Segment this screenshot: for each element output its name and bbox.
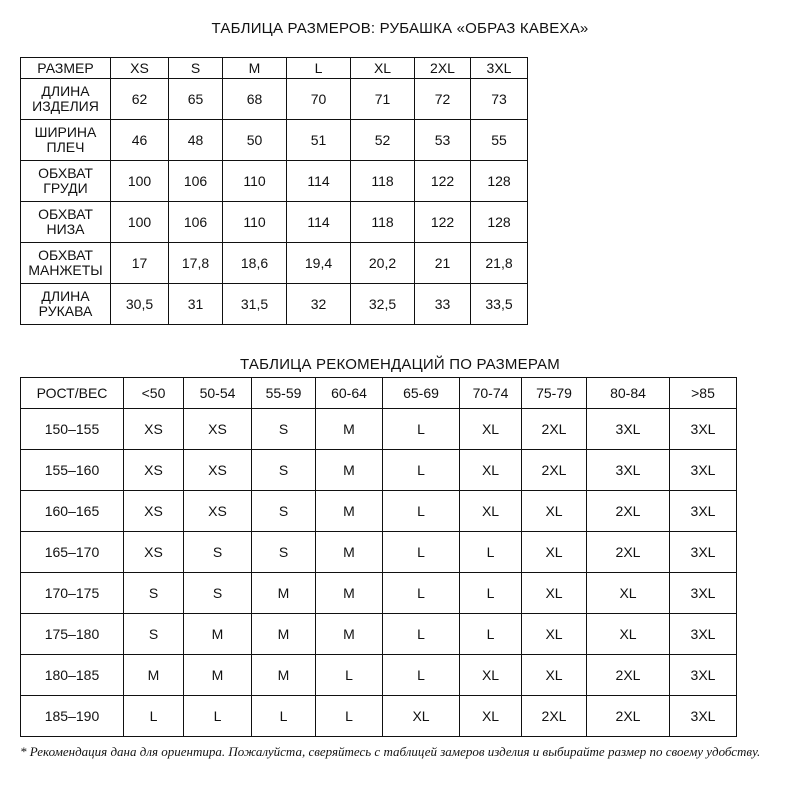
recommendation-chart-cell: XS [124,491,184,532]
recommendation-chart-table [20,377,737,737]
recommendation-chart-cell: L [383,614,460,655]
size-chart-row [21,120,528,161]
size-chart-cell: 122 [415,202,471,243]
size-chart-cell: 114 [287,202,351,243]
recommendation-chart-row [21,450,737,491]
recommendation-chart-cell: XS [184,409,252,450]
size-chart-cell: 62 [111,79,169,120]
recommendation-chart-cell: S [124,573,184,614]
recommendation-chart-cell: 2XL [587,532,670,573]
recommendation-chart-cell: XS [124,532,184,573]
recommendation-chart-cell: L [383,491,460,532]
recommendation-chart-cell: S [252,491,316,532]
size-chart-header-cell: L [287,58,351,79]
recommendation-chart-cell: M [316,409,383,450]
size-chart-cell: 128 [471,161,528,202]
recommendation-chart-cell: 3XL [670,409,737,450]
footnote: * Рекомендация дана для ориентира. Пожалуйста, сверяйтесь с таблицей замеров изделия и выбирайте размер по своему удобству. [20,744,761,759]
size-chart-cell: 21,8 [471,243,528,284]
recommendation-chart-row-label: 170–175 [21,573,124,614]
size-chart-cell: 33 [415,284,471,325]
size-chart-cell: 48 [169,120,223,161]
recommendation-chart-cell: L [460,573,522,614]
recommendation-chart-cell: XL [522,532,587,573]
recommendation-chart-cell: 3XL [670,573,737,614]
size-chart-cell: 106 [169,161,223,202]
size-chart-cell: 100 [111,202,169,243]
recommendation-chart-header-cell: 70-74 [460,378,522,409]
size-chart-cell: 50 [223,120,287,161]
recommendation-chart-row [21,491,737,532]
recommendation-chart-cell: 2XL [587,655,670,696]
recommendation-chart-row [21,573,737,614]
size-chart-row-label: ОБХВАТ НИЗА [21,202,111,243]
size-chart-header-cell: РАЗМЕР [21,58,111,79]
size-chart-header-cell: M [223,58,287,79]
size-chart-cell: 31 [169,284,223,325]
size-chart-cell: 128 [471,202,528,243]
recommendation-chart-cell: 3XL [587,450,670,491]
size-chart-cell: 65 [169,79,223,120]
recommendation-chart-row [21,409,737,450]
recommendation-chart-header-cell: 65-69 [383,378,460,409]
recommendation-chart-cell: M [316,450,383,491]
recommendation-chart-cell: 3XL [670,532,737,573]
size-chart-row-label: ОБХВАТ ГРУДИ [21,161,111,202]
recommendation-chart-cell: M [316,614,383,655]
recommendation-chart-cell: L [184,696,252,737]
size-chart-cell: 68 [223,79,287,120]
recommendation-chart-cell: XL [460,696,522,737]
size-chart-cell: 73 [471,79,528,120]
recommendation-chart-cell: S [252,450,316,491]
recommendation-chart-row [21,614,737,655]
recommendation-chart-cell: L [460,614,522,655]
size-chart-row [21,284,528,325]
recommendation-chart-cell: M [316,573,383,614]
recommendation-chart-header-cell: 55-59 [252,378,316,409]
recommendation-chart-row-label: 160–165 [21,491,124,532]
size-chart-cell: 106 [169,202,223,243]
recommendation-chart-cell: XL [587,573,670,614]
recommendation-chart-cell: 3XL [670,450,737,491]
recommendation-chart-row-label: 185–190 [21,696,124,737]
recommendation-chart-cell: 2XL [587,696,670,737]
size-chart-cell: 32 [287,284,351,325]
recommendation-chart-cell: L [460,532,522,573]
size-chart-header-row [21,58,528,79]
size-chart-table [20,57,528,325]
recommendation-chart-cell: XS [124,409,184,450]
recommendation-chart-cell: XL [383,696,460,737]
recommendation-chart-cell: L [383,532,460,573]
size-chart-cell: 118 [351,161,415,202]
recommendation-chart-cell: M [184,655,252,696]
recommendation-chart-cell: XL [460,450,522,491]
size-chart-row-label: ШИРИНА ПЛЕЧ [21,120,111,161]
size-chart-cell: 114 [287,161,351,202]
recommendation-chart-header-cell: <50 [124,378,184,409]
size-chart-row-label: ДЛИНА РУКАВА [21,284,111,325]
recommendation-chart-header-cell: РОСТ/ВЕС [21,378,124,409]
recommendation-chart-cell: L [124,696,184,737]
recommendation-chart-cell: XS [184,491,252,532]
size-chart-cell: 33,5 [471,284,528,325]
size-chart-cell: 122 [415,161,471,202]
recommendation-chart-cell: 3XL [670,614,737,655]
size-chart-cell: 21 [415,243,471,284]
size-chart-header-cell: 2XL [415,58,471,79]
size-chart-cell: 30,5 [111,284,169,325]
recommendation-chart-cell: 3XL [670,491,737,532]
recommendation-chart-header-cell: 80-84 [587,378,670,409]
recommendation-chart-row-label: 165–170 [21,532,124,573]
recommendation-chart-row-label: 155–160 [21,450,124,491]
size-chart-header-cell: S [169,58,223,79]
recommendation-chart-cell: M [252,573,316,614]
recommendation-chart-cell: 2XL [522,409,587,450]
size-chart-cell: 70 [287,79,351,120]
size-chart-cell: 31,5 [223,284,287,325]
size-chart-header-cell: XL [351,58,415,79]
recommendation-chart-row [21,532,737,573]
recommendation-chart-cell: 2XL [522,696,587,737]
recommendation-chart-title: ТАБЛИЦА РЕКОМЕНДАЦИЙ ПО РАЗМЕРАМ [240,356,560,373]
size-chart-cell: 19,4 [287,243,351,284]
recommendation-chart-row [21,655,737,696]
size-chart-title: ТАБЛИЦА РАЗМЕРОВ: РУБАШКА «ОБРАЗ КАВЕХА» [211,20,589,37]
size-chart-cell: 100 [111,161,169,202]
recommendation-chart-cell: M [252,614,316,655]
recommendation-chart-cell: XL [460,655,522,696]
recommendation-chart-cell: XL [587,614,670,655]
size-chart-cell: 32,5 [351,284,415,325]
size-chart-cell: 52 [351,120,415,161]
recommendation-chart-header-row [21,378,737,409]
size-chart-cell: 46 [111,120,169,161]
recommendation-chart-cell: S [184,532,252,573]
recommendation-chart-header-cell: 50-54 [184,378,252,409]
recommendation-chart-cell: L [383,450,460,491]
size-chart-row [21,161,528,202]
recommendation-chart-cell: 3XL [587,409,670,450]
recommendation-chart-cell: 3XL [670,655,737,696]
size-chart-row [21,202,528,243]
recommendation-chart-cell: 2XL [587,491,670,532]
recommendation-chart-cell: M [252,655,316,696]
size-chart-header-cell: 3XL [471,58,528,79]
recommendation-chart-cell: L [383,655,460,696]
size-chart-cell: 110 [223,161,287,202]
recommendation-chart-cell: L [316,655,383,696]
size-chart-row-label: ОБХВАТ МАНЖЕТЫ [21,243,111,284]
recommendation-chart-cell: M [316,491,383,532]
recommendation-chart-cell: L [252,696,316,737]
recommendation-chart-cell: S [124,614,184,655]
size-chart-cell: 71 [351,79,415,120]
size-chart-cell: 72 [415,79,471,120]
recommendation-chart-row-label: 175–180 [21,614,124,655]
size-chart-cell: 51 [287,120,351,161]
recommendation-chart-cell: XL [522,573,587,614]
recommendation-chart-header-cell: 60-64 [316,378,383,409]
recommendation-chart-cell: XS [124,450,184,491]
size-chart-cell: 53 [415,120,471,161]
size-chart-cell: 18,6 [223,243,287,284]
recommendation-chart-cell: XL [522,655,587,696]
recommendation-chart-cell: XS [184,450,252,491]
recommendation-chart-cell: XL [522,491,587,532]
recommendation-chart-cell: L [383,409,460,450]
recommendation-chart-cell: 2XL [522,450,587,491]
recommendation-chart-header-cell: >85 [670,378,737,409]
recommendation-chart-cell: 3XL [670,696,737,737]
size-chart-cell: 110 [223,202,287,243]
recommendation-chart-header-cell: 75-79 [522,378,587,409]
recommendation-chart-cell: M [124,655,184,696]
size-chart-header-cell: XS [111,58,169,79]
size-chart-cell: 20,2 [351,243,415,284]
recommendation-chart-cell: XL [460,491,522,532]
recommendation-chart-row-label: 150–155 [21,409,124,450]
recommendation-chart-cell: M [184,614,252,655]
recommendation-chart-cell: M [316,532,383,573]
size-chart-cell: 55 [471,120,528,161]
recommendation-chart-cell: S [184,573,252,614]
recommendation-chart-cell: XL [522,614,587,655]
size-chart-row-label: ДЛИНА ИЗДЕЛИЯ [21,79,111,120]
recommendation-chart-cell: S [252,532,316,573]
size-chart-cell: 17 [111,243,169,284]
recommendation-chart-row [21,696,737,737]
size-chart-cell: 118 [351,202,415,243]
recommendation-chart-cell: S [252,409,316,450]
size-chart-cell: 17,8 [169,243,223,284]
recommendation-chart-cell: XL [460,409,522,450]
size-chart-row [21,243,528,284]
recommendation-chart-cell: L [316,696,383,737]
recommendation-chart-cell: L [383,573,460,614]
recommendation-chart-row-label: 180–185 [21,655,124,696]
size-chart-row [21,79,528,120]
